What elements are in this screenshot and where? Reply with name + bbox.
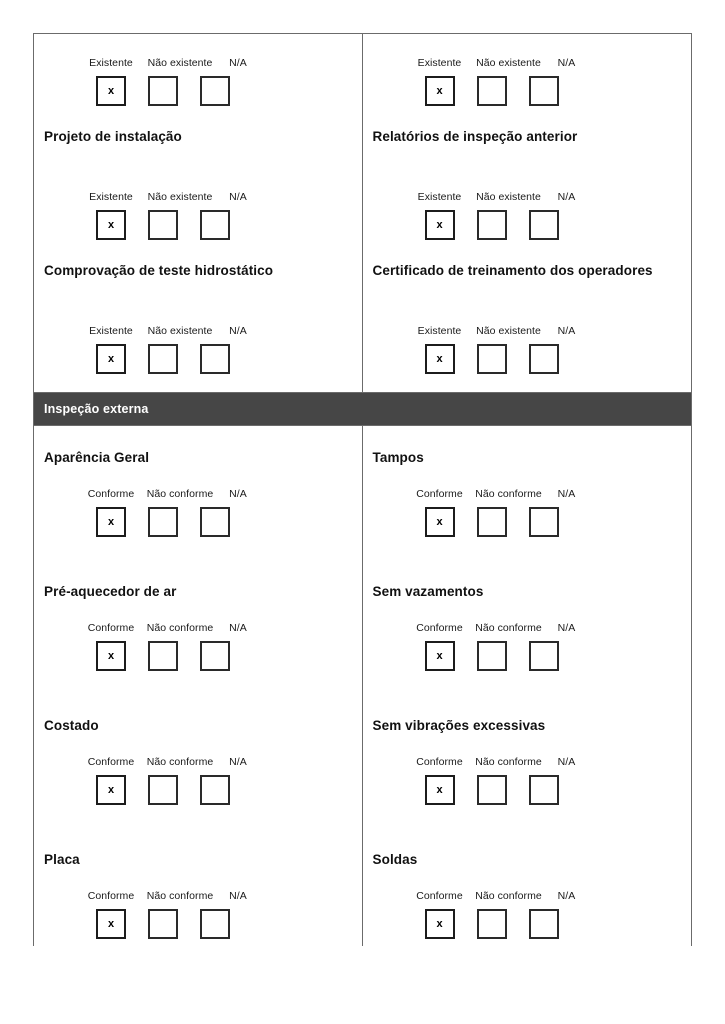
checkbox-na[interactable] <box>200 641 230 671</box>
checkbox-nao-conforme[interactable] <box>148 909 178 939</box>
option-label-na: N/A <box>557 57 576 69</box>
checkbox-na[interactable] <box>529 641 559 671</box>
check-item-costado <box>34 694 362 828</box>
checkbox-nao-existente[interactable] <box>148 210 178 240</box>
option-label-na: N/A <box>557 890 576 903</box>
checkbox-nao-conforme[interactable] <box>477 775 507 805</box>
option-headers <box>411 623 692 635</box>
option-label-existente: Existente <box>89 325 133 338</box>
option-row <box>363 733 692 828</box>
option-label-existente: Existente <box>417 191 462 204</box>
option-label-na: N/A <box>229 325 247 338</box>
option-label-na: N/A <box>229 890 247 903</box>
check-item-label: Projeto de instalação <box>44 128 182 144</box>
option-checkboxes <box>82 775 362 805</box>
checklist-column-left <box>34 168 363 302</box>
option-row <box>363 34 692 106</box>
check-item-sem-vazamentos <box>363 560 692 694</box>
option-label-na: N/A <box>229 191 247 204</box>
option-checkboxes <box>82 76 362 106</box>
option-row <box>34 465 362 560</box>
check-item-tampos <box>363 426 692 560</box>
check-item-relatorios-de-inspecao-anterior <box>363 34 692 168</box>
option-label-nao-conforme: Não conforme <box>146 488 214 501</box>
check-item-label: Certificado de treinamento dos operadores <box>372 262 653 278</box>
checkbox-existente[interactable]: x <box>425 76 455 106</box>
check-item-label: Relatórios de inspeção anterior <box>372 128 578 144</box>
option-label-nao-existente: Não existente <box>476 57 541 69</box>
option-headers <box>82 757 362 769</box>
checklist-row <box>34 34 691 168</box>
checkbox-conforme[interactable]: x <box>96 909 126 939</box>
checklist-row <box>34 694 691 828</box>
check-item-label: Comprovação de teste hidrostático <box>44 262 274 278</box>
check-item-trailing-right <box>363 302 692 392</box>
checklist-column-right <box>363 694 692 828</box>
option-label-na: N/A <box>229 622 247 635</box>
checkbox-na[interactable] <box>529 775 559 805</box>
option-label-conforme: Conforme <box>87 756 135 769</box>
check-item-sem-vibracoes-excessivas <box>363 694 692 828</box>
option-label-nao-existente: Não existente <box>476 325 541 338</box>
checkbox-na[interactable] <box>529 344 559 374</box>
inspection-checklist-table <box>33 33 692 946</box>
checkbox-nao-conforme[interactable] <box>477 909 507 939</box>
checkbox-nao-existente[interactable] <box>148 76 178 106</box>
checkbox-conforme[interactable]: x <box>96 775 126 805</box>
option-label-conforme: Conforme <box>416 756 463 769</box>
option-label-nao-conforme: Não conforme <box>475 756 542 769</box>
option-label-nao-conforme: Não conforme <box>475 622 542 635</box>
option-checkboxes <box>411 507 692 537</box>
option-label-conforme: Conforme <box>87 890 135 903</box>
option-label-existente: Existente <box>417 57 462 69</box>
option-headers <box>411 192 692 204</box>
checklist-column-right <box>363 426 692 560</box>
option-row <box>363 302 692 392</box>
checklist-column-left <box>34 426 363 560</box>
checkbox-na[interactable] <box>200 344 230 374</box>
option-label-na: N/A <box>557 325 576 338</box>
option-checkboxes <box>82 210 362 240</box>
check-item-label: Placa <box>44 851 80 867</box>
checkbox-nao-existente[interactable] <box>477 76 507 106</box>
checkbox-conforme[interactable]: x <box>425 507 455 537</box>
checkbox-existente[interactable]: x <box>425 210 455 240</box>
check-item-certificado-de-treinamento-dos-operadores <box>363 168 692 302</box>
option-label-na: N/A <box>229 488 247 501</box>
option-headers <box>411 58 692 70</box>
checklist-column-right <box>363 560 692 694</box>
option-checkboxes <box>82 909 362 939</box>
checkbox-existente[interactable]: x <box>96 76 126 106</box>
option-row <box>34 733 362 828</box>
checklist-column-right <box>363 302 692 392</box>
option-headers <box>82 489 362 501</box>
checklist-column-left <box>34 828 363 946</box>
option-label-existente: Existente <box>89 191 133 204</box>
option-row <box>363 599 692 694</box>
option-headers <box>82 58 362 70</box>
checkbox-nao-conforme[interactable] <box>148 775 178 805</box>
check-item-pre-aquecedor-de-ar <box>34 560 362 694</box>
checkbox-nao-existente[interactable] <box>148 344 178 374</box>
option-label-na: N/A <box>229 57 247 69</box>
checklist-row <box>34 560 691 694</box>
checklist-column-left <box>34 34 363 168</box>
checkbox-conforme[interactable]: x <box>425 641 455 671</box>
check-item-comprovacao-de-teste-hidrostatico <box>34 168 362 302</box>
check-item-aparencia-geral <box>34 426 362 560</box>
checkbox-conforme[interactable]: x <box>96 641 126 671</box>
option-label-nao-conforme: Não conforme <box>146 622 214 635</box>
option-checkboxes <box>411 775 692 805</box>
checkbox-na[interactable] <box>200 909 230 939</box>
option-label-conforme: Conforme <box>416 488 463 501</box>
option-label-conforme: Conforme <box>416 890 463 903</box>
checkbox-na[interactable] <box>200 775 230 805</box>
option-label-na: N/A <box>229 756 247 769</box>
checklist-row <box>34 302 691 392</box>
checkbox-conforme[interactable]: x <box>425 775 455 805</box>
checkbox-nao-existente[interactable] <box>477 344 507 374</box>
option-label-existente: Existente <box>417 325 462 338</box>
option-label-nao-existente: Não existente <box>147 57 213 69</box>
check-item-label: Sem vazamentos <box>372 583 484 599</box>
option-label-nao-existente: Não existente <box>147 325 213 338</box>
checklist-column-right <box>363 828 692 946</box>
option-row <box>363 465 692 560</box>
checkbox-na[interactable] <box>200 210 230 240</box>
option-row <box>34 599 362 694</box>
option-row <box>34 34 362 106</box>
option-row <box>363 867 692 946</box>
checklist-row <box>34 828 691 946</box>
option-label-na: N/A <box>557 488 576 501</box>
section-header-inspecao-externa: Inspeção externa <box>34 392 691 426</box>
checkbox-conforme[interactable]: x <box>96 507 126 537</box>
option-row <box>34 168 362 240</box>
checkbox-na[interactable] <box>200 507 230 537</box>
checkbox-nao-conforme[interactable] <box>477 641 507 671</box>
option-checkboxes <box>411 344 692 374</box>
option-label-nao-conforme: Não conforme <box>146 756 214 769</box>
option-row <box>34 867 362 946</box>
checklist-row <box>34 168 691 302</box>
check-item-soldas <box>363 828 692 946</box>
checklist-column-left <box>34 694 363 828</box>
checkbox-na[interactable] <box>200 76 230 106</box>
option-headers <box>411 489 692 501</box>
option-label-conforme: Conforme <box>416 622 463 635</box>
check-item-placa <box>34 828 362 946</box>
check-item-projeto-de-instalacao <box>34 34 362 168</box>
option-checkboxes <box>411 909 692 939</box>
option-label-na: N/A <box>557 756 576 769</box>
option-headers <box>82 623 362 635</box>
option-label-nao-existente: Não existente <box>147 191 213 204</box>
option-checkboxes <box>82 344 362 374</box>
option-label-nao-conforme: Não conforme <box>146 890 214 903</box>
checkbox-nao-existente[interactable] <box>477 210 507 240</box>
option-row <box>34 302 362 392</box>
option-headers <box>411 891 692 903</box>
checkbox-na[interactable] <box>529 909 559 939</box>
checklist-column-right <box>363 168 692 302</box>
check-item-label: Sem vibrações excessivas <box>372 717 546 733</box>
checkbox-existente[interactable]: x <box>96 210 126 240</box>
checkbox-nao-conforme[interactable] <box>148 507 178 537</box>
checkbox-existente[interactable]: x <box>425 344 455 374</box>
check-item-label: Soldas <box>372 851 418 867</box>
checkbox-nao-conforme[interactable] <box>477 507 507 537</box>
option-headers <box>411 757 692 769</box>
checkbox-conforme[interactable]: x <box>425 909 455 939</box>
checkbox-na[interactable] <box>529 210 559 240</box>
option-label-existente: Existente <box>89 57 133 69</box>
option-headers <box>82 192 362 204</box>
check-item-label: Costado <box>44 717 99 733</box>
checklist-column-right <box>363 34 692 168</box>
option-label-na: N/A <box>557 191 576 204</box>
option-label-nao-conforme: Não conforme <box>475 488 542 501</box>
option-headers <box>82 891 362 903</box>
option-checkboxes <box>82 507 362 537</box>
checklist-column-left <box>34 560 363 694</box>
checklist-column-left <box>34 302 363 392</box>
checklist-row <box>34 426 691 560</box>
option-row <box>363 168 692 240</box>
check-item-label: Aparência Geral <box>44 449 150 465</box>
option-label-conforme: Conforme <box>87 488 135 501</box>
option-label-na: N/A <box>557 622 576 635</box>
checkbox-na[interactable] <box>529 76 559 106</box>
checkbox-existente[interactable]: x <box>96 344 126 374</box>
checkbox-na[interactable] <box>529 507 559 537</box>
option-checkboxes <box>411 641 692 671</box>
option-checkboxes <box>411 210 692 240</box>
option-checkboxes <box>411 76 692 106</box>
option-label-nao-existente: Não existente <box>476 191 541 204</box>
check-item-label: Pré-aquecedor de ar <box>44 583 177 599</box>
option-label-conforme: Conforme <box>87 622 135 635</box>
option-label-nao-conforme: Não conforme <box>475 890 542 903</box>
check-item-trailing-left <box>34 302 362 392</box>
option-checkboxes <box>82 641 362 671</box>
option-headers <box>82 326 362 338</box>
checkbox-nao-conforme[interactable] <box>148 641 178 671</box>
check-item-label: Tampos <box>372 449 424 465</box>
option-headers <box>411 326 692 338</box>
